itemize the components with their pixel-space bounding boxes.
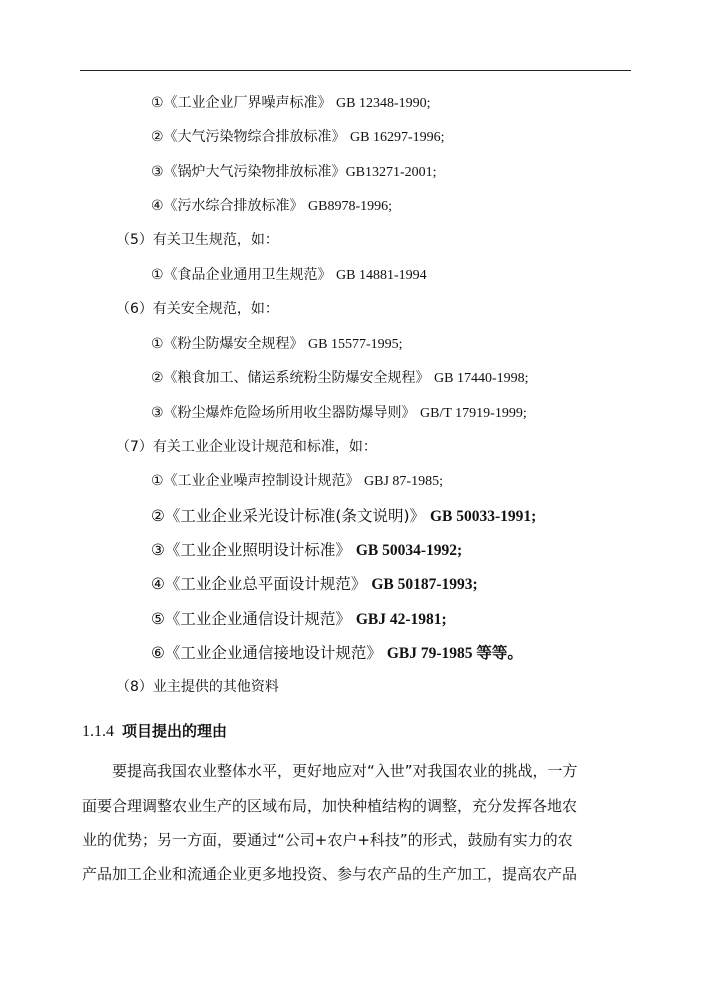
list-item — [151, 334, 403, 355]
item-code: GB 50033-1991; — [429, 508, 537, 525]
header-rule — [80, 70, 631, 71]
paragraph-line: 产品加工企业和流通企业更多地投资、参与农产品的生产加工，提高农产品 — [82, 865, 578, 883]
section-7-heading: （7）有关工业企业设计规范和标准，如： — [116, 439, 377, 455]
section-heading — [82, 721, 227, 742]
list-item — [151, 403, 527, 424]
item-title: ③《粉尘爆炸危险场所用收尘器防爆导则》 — [151, 405, 416, 421]
list-item — [151, 540, 462, 561]
item-title: ②《工业企业采光设计标准(条文说明)》 — [151, 507, 425, 525]
section-8-heading: （8）业主提供的其他资料 — [116, 679, 279, 695]
list-item — [151, 609, 447, 630]
item-title: ③《工业企业照明设计标准》 — [151, 541, 351, 559]
item-code: GB 50034-1992; — [355, 542, 463, 559]
item-code: GB 15577-1995; — [308, 337, 403, 352]
item-title: ③《锅炉大气污染物排放标准》 — [151, 164, 346, 180]
paragraph-line: 面要合理调整农业生产的区域布局，加快种植结构的调整，充分发挥各地农 — [82, 797, 578, 815]
item-title: ①《工业企业噪声控制设计规范》 — [151, 473, 360, 489]
item-code: GB/T 17919-1999; — [420, 406, 527, 421]
item-code: GBJ 42-1981; — [355, 611, 447, 628]
paragraph-line: 业的优势；另一方面，要通过“公司+农户+科技”的形式，鼓励有实力的农 — [82, 831, 573, 849]
item-code: GB 16297-1996; — [350, 130, 445, 145]
section-5-heading: （5）有关卫生规范，如： — [116, 232, 279, 248]
item-code: GB 12348-1990; — [336, 96, 431, 111]
section-title: 项目提出的理由 — [122, 722, 228, 740]
item-title: ②《大气污染物综合排放标准》 — [151, 129, 346, 145]
section-number: 1.1.4 — [82, 723, 114, 740]
item-title: ①《食品企业通用卫生规范》 — [151, 267, 332, 283]
item-code: GB 50187-1993; — [371, 576, 478, 593]
item-title: ①《工业企业厂界噪声标准》 — [151, 95, 332, 111]
item-title: ②《粮食加工、储运系统粉尘防爆安全规程》 — [151, 370, 430, 386]
item-code: GBJ 79-1985 等等。 — [386, 645, 523, 662]
item-code: GB 17440-1998; — [434, 371, 529, 386]
item-code: GB13271-2001; — [345, 165, 437, 180]
item-title: ⑥《工业企业通信接地设计规范》 — [151, 644, 382, 662]
item-code: GB 14881-1994 — [336, 268, 427, 283]
list-item — [151, 574, 478, 595]
item-title: ⑤《工业企业通信设计规范》 — [151, 610, 351, 628]
paragraph-line: 要提高我国农业整体水平，更好地应对“入世”对我国农业的挑战，一方 — [112, 762, 578, 780]
item-title: ④《污水综合排放标准》 — [151, 198, 304, 214]
list-item — [151, 265, 427, 286]
section-6-heading: （6）有关安全规范，如： — [116, 301, 279, 317]
list-item — [151, 127, 445, 148]
item-title: ④《工业企业总平面设计规范》 — [151, 575, 367, 593]
list-item — [151, 196, 392, 217]
list-item — [151, 471, 443, 492]
list-item — [151, 93, 431, 114]
item-code: GBJ 87-1985; — [364, 474, 443, 489]
list-item — [151, 368, 529, 389]
list-item — [151, 162, 437, 183]
list-item — [151, 643, 523, 664]
list-item — [151, 506, 536, 527]
item-title: ①《粉尘防爆安全规程》 — [151, 336, 304, 352]
item-code: GB8978-1996; — [308, 199, 393, 214]
